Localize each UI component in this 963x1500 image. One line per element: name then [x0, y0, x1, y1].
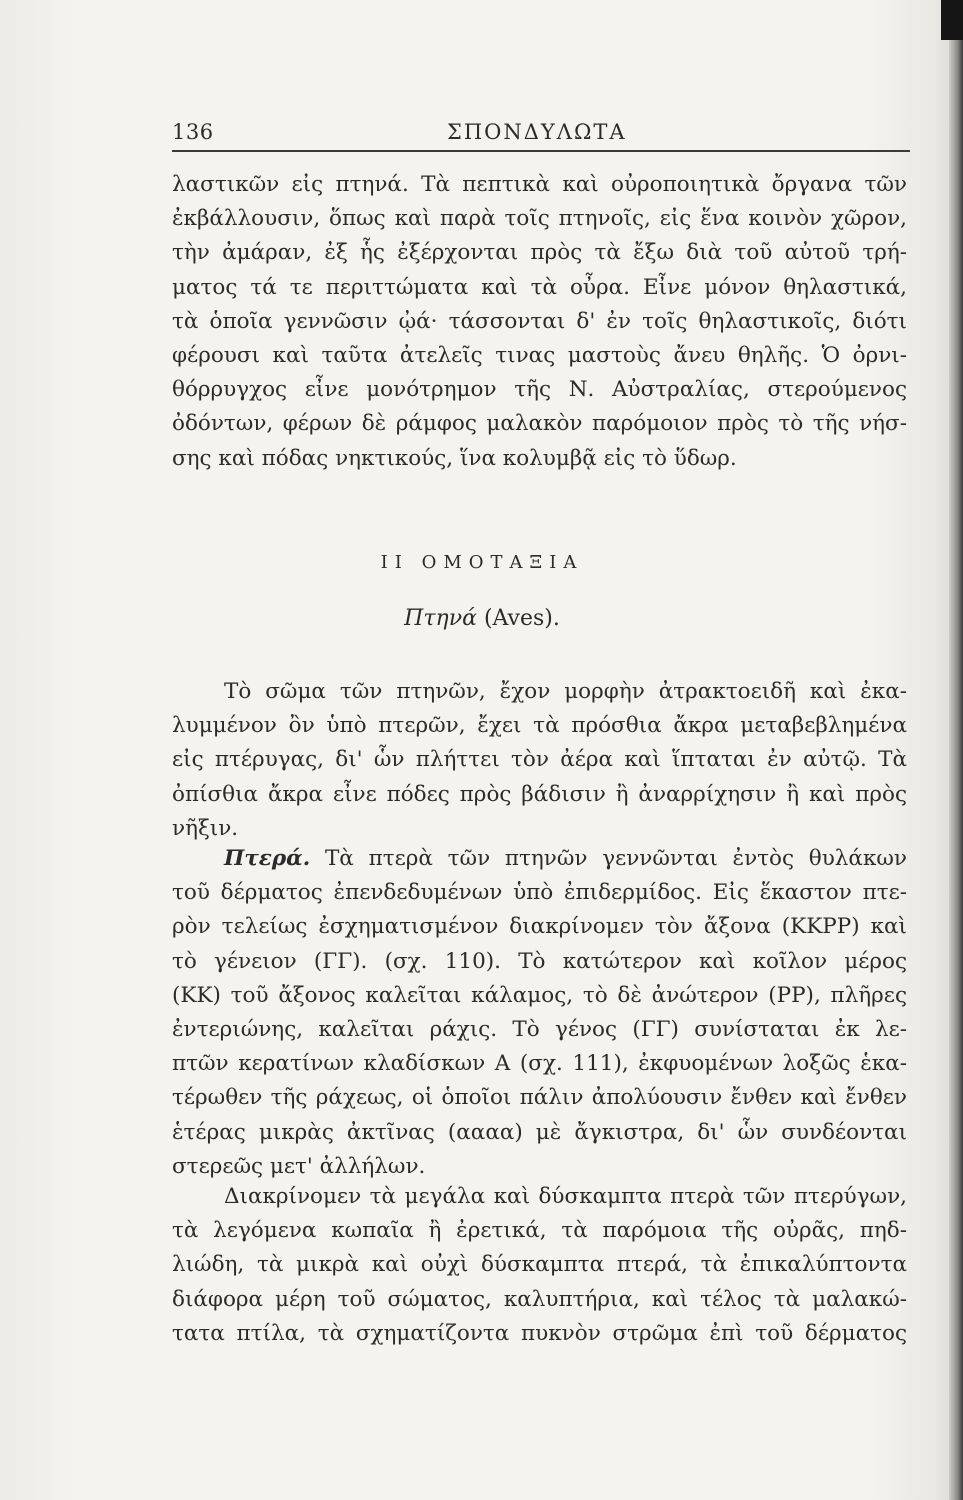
running-head: ΣΠΟΝΔΥΛΩΤΑ: [447, 120, 627, 144]
paragraph-feather-types: [172, 1180, 907, 1351]
text-line: πτῶν κερατίνων κλαδίσκων Α (σχ. 111), ἐκφυομένων λοξῶς ἑκα-: [172, 1051, 907, 1077]
text-line: εἰς πτέρυγας, δι' ὧν πλήττει τὸν ἀέρα καὶ ἵπταται ἐν αὐτῷ. Τὰ: [172, 747, 907, 773]
text-line: τὰ ὁποῖα γεννῶσιν ᾠά· τάσσονται δ' ἐν τοῖς θηλαστικοῖς, διότι: [172, 308, 907, 334]
text-line: τὰ λεγόμενα κωπαῖα ἢ ἐρετικά, τὰ παρόμοια τῆς οὐρᾶς, πηδ-: [172, 1218, 907, 1244]
subtitle-latin: (Aves).: [483, 606, 560, 631]
text-line: στερεῶς μετ' ἀλλήλων.: [172, 1153, 426, 1179]
text-line: ἑτέρας μικρὰς ἀκτῖνας (αααα) μὲ ἄγκιστρα, δι' ὧν συνδέονται: [172, 1119, 907, 1145]
text-line: ἐκβάλλουσιν, ὅπως καὶ παρὰ τοῖς πτηνοῖς, εἰς ἕνα κοινὸν χῶρον,: [172, 206, 907, 232]
text-line: Τὸ σῶμα τῶν πτηνῶν, ἔχον μορφὴν ἀτρακτοειδῆ καὶ ἐκα-: [224, 679, 907, 704]
subtitle-greek: Πτηνά: [404, 606, 477, 631]
text-line: τέρωθεν τῆς ράχεως, οἱ ὁποῖοι πάλιν ἀπολύουσιν ἔνθεν καὶ ἔνθεν: [172, 1085, 907, 1111]
text-line: σης καὶ πόδας νηκτικούς, ἵνα κολυμβᾷ εἰς τὸ ὕδωρ.: [172, 445, 737, 471]
text-line: ματος τά τε περιττώματα καὶ τὰ οὖρα. Εἶνε μόνον θηλαστικά,: [172, 274, 907, 300]
text-line: τοῦ δέρματος ἐπενδεδυμένων ὑπὸ ἐπιδερμίδος. Εἰς ἕκαστον πτε-: [172, 880, 907, 906]
paragraph-monotremes: [172, 168, 907, 476]
text-line: τὸ γένειον (ΓΓ). (σχ. 110). Τὸ κατώτερον καὶ κοῖλον μέρος: [172, 948, 907, 974]
text-line: (ΚΚ) τοῦ ἄξονος καλεῖται κάλαμος, τὸ δὲ ἀνώτερον (ΡΡ), πλῆρες: [172, 982, 907, 1008]
text-line: λιώδη, τὰ μικρὰ καὶ οὐχὶ δύσκαμπτα πτερά, τὰ ἐπικαλύπτοντα: [172, 1252, 907, 1278]
page-header: [172, 120, 902, 154]
page-edge-shadow: [949, 0, 963, 1500]
text-fragment: Τὰ πτερὰ τῶν πτηνῶν γεννῶνται ἐντὸς θυλάκων: [324, 846, 907, 871]
text-line: ἐντεριώνης, καλεῖται ράχις. Τὸ γένος (ΓΓ) συνίσταται ἐκ λε-: [172, 1017, 907, 1043]
text-line: Διακρίνομεν τὰ μεγάλα καὶ δύσκαμπτα πτερὰ τῶν πτερύγων,: [224, 1184, 907, 1209]
page-number: 136: [172, 120, 214, 144]
text-line: ὀπίσθια ἄκρα εἶνε πόδες πρὸς βάδισιν ἢ ἀναρρίχησιν ἢ καὶ πρὸς: [172, 781, 907, 807]
text-line: τὴν ἀμάραν, ἐξ ἧς ἐξέρχονται πρὸς τὰ ἔξω διὰ τοῦ αὐτοῦ τρή-: [172, 240, 907, 266]
section-subtitle: [172, 606, 792, 631]
text-line: τατα πτίλα, τὰ σχηματίζοντα πυκνὸν στρῶμα ἐπὶ τοῦ δέρματος: [172, 1320, 907, 1346]
text-line: λαστικῶν εἰς πτηνά. Τὰ πεπτικὰ καὶ οὐροποιητικὰ ὄργανα τῶν: [172, 172, 907, 197]
text-line: ὀδόντων, φέρων δὲ ράμφος μαλακὸν παρόμοιον πρὸς τὸ τῆς νήσ-: [172, 411, 907, 437]
text-line: διάφορα μέρη τοῦ σώματος, καλυπτήρια, καὶ τέλος τὰ μαλακώ-: [172, 1286, 907, 1312]
text-line: λυμμένον ὂν ὑπὸ πτερῶν, ἔχει τὰ πρόσθια ἄκρα μεταβεβλημένα: [172, 713, 907, 739]
text-line-lead: [172, 842, 907, 876]
text-line: νῆξιν.: [172, 815, 239, 841]
header-rule: [172, 150, 910, 152]
text-line: θόρρυγχος εἶνε μονότρημον τῆς Ν. Αὐστραλίας, στερούμενος: [172, 377, 907, 403]
scan-corner: [941, 0, 963, 40]
section-title: II ΟΜΟΤΑΞΙΑ: [380, 552, 584, 573]
paragraph-birds-body: [172, 675, 907, 846]
paragraph-lead: Πτερά.: [224, 846, 311, 871]
paragraph-feathers: [172, 842, 907, 1184]
text-line: ρὸν τελείως ἐσχηματισμένον διακρίνομεν τὸν ἄξονα (ΚΚΡΡ) καὶ: [172, 914, 907, 940]
text-line: φέρουσι καὶ ταῦτα ἀτελεῖς τινας μαστοὺς ἄνευ θηλῆς. Ὁ ὀρνι-: [172, 343, 907, 369]
